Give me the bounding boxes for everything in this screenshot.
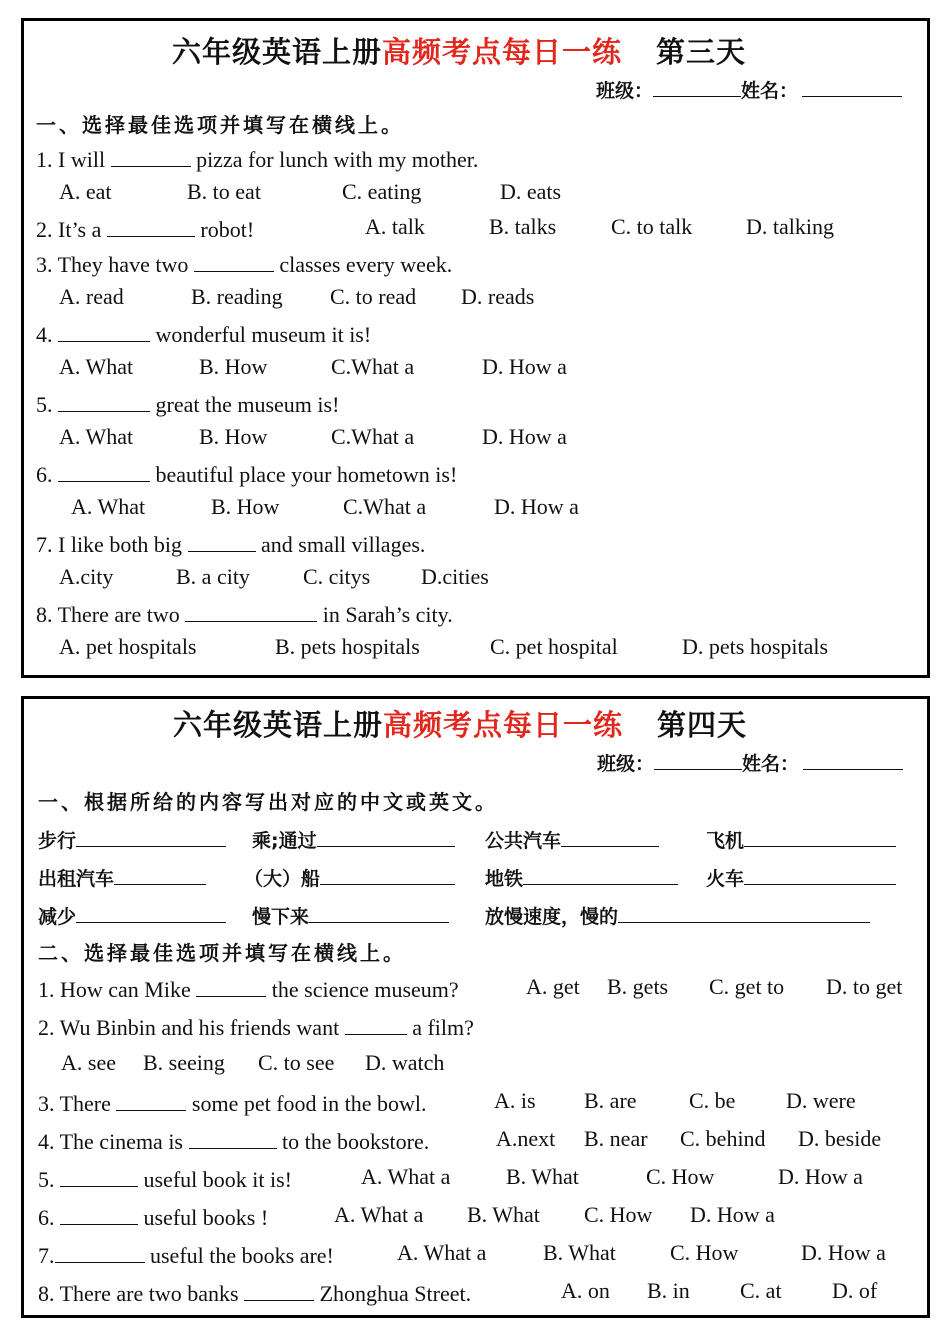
day4-q4-option-d: D. beside [798, 1126, 882, 1151]
vocab-blank[interactable] [76, 827, 226, 847]
day3-class-name-line [596, 76, 902, 103]
vocab-item: 出租汽车 [38, 864, 206, 891]
vocab-blank[interactable] [76, 903, 226, 923]
day4-q1-option-b: B. gets [607, 974, 669, 999]
title-day-text: 第四天 [657, 708, 748, 742]
day3-q4-option-c: C.What a [331, 354, 415, 379]
day3-q7-option-a: A.city [59, 564, 114, 589]
day4-q2-option-b: B. seeing [143, 1050, 225, 1075]
vocab-blank[interactable] [309, 903, 449, 923]
day4-question-2: 2. Wu Binbin and his friends want a film? [38, 1012, 474, 1041]
day4-q5-option-b: B. What [506, 1164, 579, 1189]
day4-q7-option-b: B. What [543, 1240, 616, 1265]
day3-q3-option-c: C. to read [330, 284, 417, 309]
day3-q4-option-d: D. How a [482, 354, 567, 379]
vocab-blank[interactable] [744, 827, 896, 847]
vocab-blank[interactable] [561, 827, 659, 847]
day3-q5-option-b: B. How [199, 424, 268, 449]
class-blank[interactable] [654, 750, 742, 770]
name-label: 姓名： [741, 80, 799, 102]
day3-q2-option-a: A. talk [365, 214, 425, 239]
vocab-item: 慢下来 [252, 902, 449, 929]
day4-section2-heading: 二、选择最佳选项并填写在横线上。 [38, 941, 406, 965]
answer-blank[interactable] [196, 974, 266, 997]
day4-q2-option-d: D. watch [365, 1050, 445, 1075]
day4-question-1: 1. How can Mike the science museum? [38, 974, 459, 1003]
day4-q8-option-b: B. in [647, 1278, 690, 1303]
day3-q2-option-c: C. to talk [611, 214, 693, 239]
day4-q4-option-a: A.next [496, 1126, 556, 1151]
vocab-blank[interactable] [320, 865, 455, 885]
vocab-item: 地铁 [485, 864, 678, 891]
vocab-blank[interactable] [618, 903, 870, 923]
day3-q4-option-b: B. How [199, 354, 268, 379]
class-blank[interactable] [653, 77, 741, 97]
day4-q2-option-a: A. see [61, 1050, 116, 1075]
day4-section1-heading: 一、根据所给的内容写出对应的中文或英文。 [38, 790, 498, 814]
name-blank[interactable] [803, 750, 903, 770]
day3-q5-option-c: C.What a [331, 424, 415, 449]
day3-q6-option-b: B. How [211, 494, 280, 519]
day3-q6-option-d: D. How a [494, 494, 579, 519]
day3-q1-option-c: C. eating [342, 179, 422, 204]
day4-q5-option-d: D. How a [778, 1164, 863, 1189]
answer-blank[interactable] [185, 599, 317, 622]
day3-q5-option-d: D. How a [482, 424, 567, 449]
day4-q5-option-a: A. What a [361, 1164, 451, 1189]
title-red-text: 高频考点每日一练 [382, 35, 623, 69]
vocab-item: （大）船 [244, 864, 455, 891]
answer-blank[interactable] [111, 144, 191, 167]
day4-q6-option-a: A. What a [334, 1202, 424, 1227]
day4-question-7: 7. useful the books are! [38, 1240, 334, 1269]
answer-blank[interactable] [107, 214, 195, 237]
vocab-item: 火车 [706, 864, 896, 891]
answer-blank[interactable] [116, 1088, 186, 1111]
answer-blank[interactable] [244, 1278, 314, 1301]
name-label: 姓名： [742, 753, 800, 775]
day3-q3-option-d: D. reads [461, 284, 535, 309]
day4-q8-option-a: A. on [561, 1278, 610, 1303]
vocab-item: 公共汽车 [485, 826, 659, 853]
vocab-item: 放慢速度，慢的 [485, 902, 870, 929]
day3-q5-option-a: A. What [59, 424, 134, 449]
day3-q1-option-b: B. to eat [187, 179, 261, 204]
day4-q4-option-c: C. behind [680, 1126, 766, 1151]
name-blank[interactable] [802, 77, 902, 97]
day4-question-6: 6. useful books ! [38, 1202, 268, 1231]
answer-blank[interactable] [60, 1202, 138, 1225]
day4-q8-option-d: D. of [832, 1278, 878, 1303]
vocab-blank[interactable] [744, 865, 896, 885]
answer-blank[interactable] [189, 1126, 277, 1149]
day3-q3-option-b: B. reading [191, 284, 283, 309]
day3-question-1: 1. I will pizza for lunch with my mother. [36, 144, 478, 173]
day4-q6-option-b: B. What [467, 1202, 540, 1227]
title-red-text: 高频考点每日一练 [383, 708, 624, 742]
vocab-item: 减少 [38, 902, 226, 929]
day4-q3-option-a: A. is [494, 1088, 536, 1113]
vocab-item: 步行 [38, 826, 226, 853]
answer-blank[interactable] [188, 529, 256, 552]
day3-title [172, 30, 746, 71]
day3-q2-option-d: D. talking [746, 214, 834, 239]
day4-q1-option-c: C. get to [709, 974, 785, 999]
day4-q2-option-c: C. to see [258, 1050, 335, 1075]
day3-q1-option-d: D. eats [500, 179, 562, 204]
day3-section-heading: 一、选择最佳选项并填写在横线上。 [36, 113, 404, 137]
day3-q2-option-b: B. talks [489, 214, 557, 239]
vocab-item: 飞机 [706, 826, 896, 853]
vocab-item: 乘;通过 [252, 826, 455, 853]
vocab-blank[interactable] [523, 865, 678, 885]
day4-q1-option-a: A. get [526, 974, 580, 999]
title-black-text: 六年级英语上册 [172, 35, 383, 69]
day4-q3-option-d: D. were [786, 1088, 856, 1113]
class-label: 班级： [596, 80, 654, 102]
day3-question-4: 4. wonderful museum it is! [36, 319, 371, 348]
day3-q8-option-a: A. pet hospitals [59, 634, 197, 659]
day3-question-5: 5. great the museum is! [36, 389, 339, 418]
day3-q7-option-d: D.cities [421, 564, 489, 589]
day3-question-7: 7. I like both big and small villages. [36, 529, 425, 558]
answer-blank[interactable] [60, 1164, 138, 1187]
day3-q8-option-d: D. pets hospitals [682, 634, 829, 659]
answer-blank[interactable] [55, 1240, 145, 1263]
day4-class-name-line [597, 749, 903, 776]
day4-q3-option-c: C. be [689, 1088, 736, 1113]
day4-q3-option-b: B. are [584, 1088, 637, 1113]
title-day-text: 第三天 [656, 35, 747, 69]
day4-q7-option-d: D. How a [801, 1240, 886, 1265]
day4-q7-option-c: C. How [670, 1240, 739, 1265]
day3-q4-option-a: A. What [59, 354, 134, 379]
day4-question-8: 8. There are two banks Zhonghua Street. [38, 1278, 471, 1307]
day4-q8-option-c: C. at [740, 1278, 782, 1303]
day3-q1-option-a: A. eat [59, 179, 112, 204]
day3-q8-option-c: C. pet hospital [490, 634, 618, 659]
answer-blank[interactable] [194, 249, 274, 272]
day4-question-5: 5. useful book it is! [38, 1164, 292, 1193]
day3-q8-option-b: B. pets hospitals [275, 634, 420, 659]
vocab-blank[interactable] [317, 827, 455, 847]
day3-q6-option-a: A. What [71, 494, 146, 519]
day4-q6-option-c: C. How [584, 1202, 653, 1227]
day3-question-3: 3. They have two classes every week. [36, 249, 452, 278]
day3-q3-option-a: A. read [59, 284, 124, 309]
day4-question-3: 3. There some pet food in the bowl. [38, 1088, 427, 1117]
day4-title [173, 703, 747, 744]
title-black-text: 六年级英语上册 [173, 708, 384, 742]
class-label: 班级： [597, 753, 655, 775]
day4-q7-option-a: A. What a [397, 1240, 487, 1265]
day3-question-2: 2. It’s a robot! [36, 214, 254, 243]
day4-q5-option-c: C. How [646, 1164, 715, 1189]
answer-blank[interactable] [58, 319, 150, 342]
day4-q1-option-d: D. to get [826, 974, 903, 999]
answer-blank[interactable] [345, 1012, 407, 1035]
day4-q4-option-b: B. near [584, 1126, 648, 1151]
day4-q6-option-d: D. How a [690, 1202, 775, 1227]
answer-blank[interactable] [58, 389, 150, 412]
vocab-blank[interactable] [114, 865, 206, 885]
day3-question-6: 6. beautiful place your hometown is! [36, 459, 457, 488]
answer-blank[interactable] [58, 459, 150, 482]
day3-question-8: 8. There are two in Sarah’s city. [36, 599, 453, 628]
day4-question-4: 4. The cinema is to the bookstore. [38, 1126, 429, 1155]
day3-q6-option-c: C.What a [343, 494, 427, 519]
day3-q7-option-c: C. citys [303, 564, 371, 589]
day3-q7-option-b: B. a city [176, 564, 250, 589]
